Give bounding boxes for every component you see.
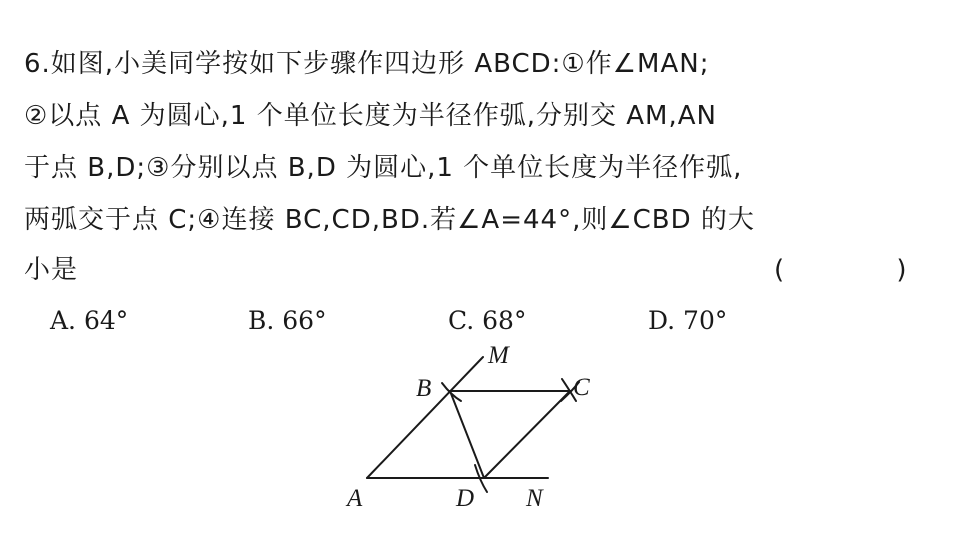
option-d[interactable]: D. 70° <box>648 306 728 335</box>
label-c: C <box>573 374 590 401</box>
label-m: M <box>488 342 509 369</box>
label-a: A <box>347 485 363 512</box>
label-d: D <box>456 485 475 512</box>
geometry-figure <box>330 335 610 520</box>
question-line-3: 于点 B,D;③分别以点 B,D 为圆心,1 个单位长度为半径作弧, <box>24 153 743 183</box>
segment-bd <box>450 391 484 478</box>
segment-cd <box>484 391 570 478</box>
question-line-1: 6.如图,小美同学按如下步骤作四边形 ABCD:①作∠MAN; <box>24 49 710 79</box>
answer-bracket: ( ) <box>774 255 959 285</box>
question-line-5: 小是 <box>24 255 79 285</box>
option-a[interactable]: A. 64° <box>50 306 129 335</box>
question-line-2: ②以点 A 为圆心,1 个单位长度为半径作弧,分别交 AM,AN <box>24 101 717 131</box>
label-b: B <box>416 375 432 402</box>
label-n: N <box>526 485 543 512</box>
question-line-4: 两弧交于点 C;④连接 BC,CD,BD.若∠A=44°,则∠CBD 的大 <box>24 205 755 235</box>
option-b[interactable]: B. 66° <box>248 306 327 335</box>
option-c[interactable]: C. 68° <box>448 306 527 335</box>
